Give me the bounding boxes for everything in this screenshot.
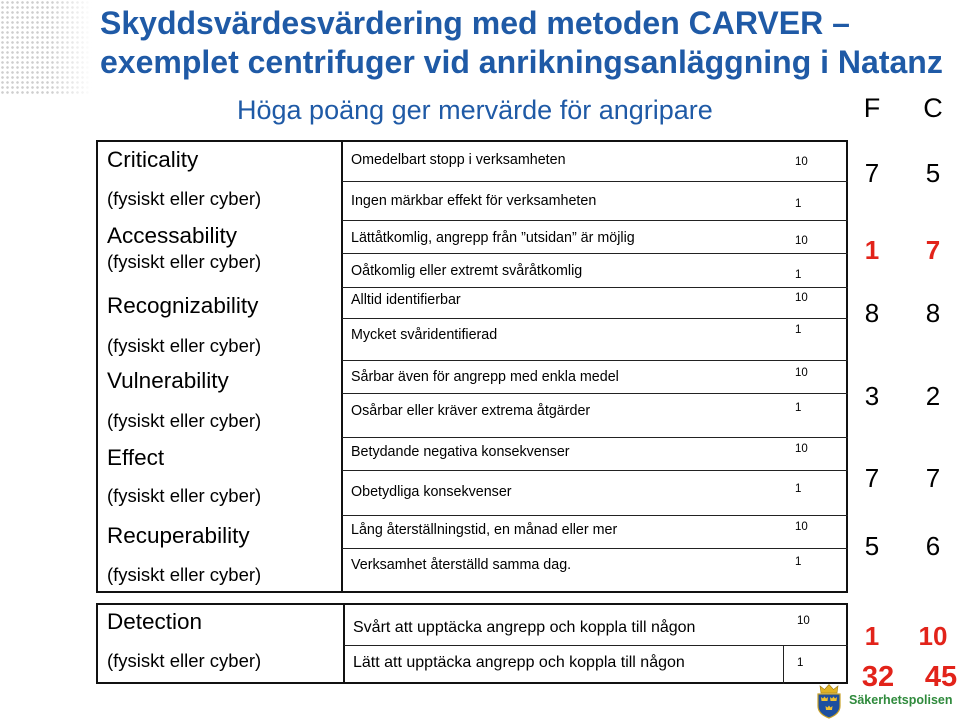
criterion-scope: (fysiskt eller cyber) bbox=[107, 564, 262, 585]
slide-subtitle: Höga poäng ger mervärde för angripare bbox=[237, 95, 713, 125]
column-divider bbox=[343, 603, 345, 684]
option-low-points: 1 bbox=[795, 556, 802, 568]
option-high-text: Svårt att upptäcka angrepp och koppla till någon bbox=[353, 619, 696, 636]
score-c: 10 bbox=[918, 621, 948, 651]
option-high-points: 10 bbox=[795, 443, 808, 455]
score-c: 7 bbox=[925, 235, 941, 265]
option-high-text: Alltid identifierbar bbox=[351, 292, 461, 308]
score-c: 7 bbox=[925, 463, 941, 493]
option-high-text: Sårbar även för angrepp med enkla medel bbox=[351, 369, 619, 385]
slide-title-line-2: exemplet centrifuger vid anrikningsanläggning i Natanz bbox=[100, 44, 943, 80]
criterion-name: Accessability bbox=[107, 223, 238, 248]
score-c: 6 bbox=[925, 531, 941, 561]
row-divider bbox=[342, 548, 848, 549]
option-low-points: 1 bbox=[795, 324, 802, 336]
column-divider bbox=[341, 140, 343, 593]
score-c: 5 bbox=[925, 158, 941, 188]
criterion-name: Vulnerability bbox=[107, 368, 229, 393]
score-f: 8 bbox=[864, 298, 880, 328]
row-divider bbox=[342, 287, 848, 288]
score-header-c: C bbox=[923, 93, 943, 123]
criterion-name: Recognizability bbox=[107, 293, 259, 318]
points-divider bbox=[783, 645, 784, 684]
slide-title-line-1: Skyddsvärdesvärdering med metoden CARVER – bbox=[100, 5, 850, 41]
row-divider bbox=[342, 515, 848, 516]
logo-wordmark: Säkerhetspolisen bbox=[849, 693, 953, 707]
criterion-scope: (fysiskt eller cyber) bbox=[107, 251, 262, 272]
criterion-scope: (fysiskt eller cyber) bbox=[107, 410, 262, 431]
score-f: 7 bbox=[864, 463, 880, 493]
criterion-scope: (fysiskt eller cyber) bbox=[107, 335, 262, 356]
option-high-text: Betydande negativa konsekvenser bbox=[351, 444, 570, 460]
option-low-text: Mycket svåridentifierad bbox=[351, 327, 498, 343]
option-low-text: Ingen märkbar effekt för verksamheten bbox=[351, 193, 597, 209]
crest-crown bbox=[820, 685, 838, 694]
row-divider bbox=[342, 360, 848, 361]
option-low-text: Obetydliga konsekvenser bbox=[351, 484, 512, 500]
score-header-f: F bbox=[863, 93, 881, 123]
option-low-text: Verksamhet återställd samma dag. bbox=[351, 557, 572, 573]
criterion-scope: (fysiskt eller cyber) bbox=[107, 188, 262, 209]
decorative-dot-pattern bbox=[0, 0, 92, 96]
criterion-scope: (fysiskt eller cyber) bbox=[107, 485, 262, 506]
row-divider bbox=[342, 470, 848, 471]
option-low-text: Osårbar eller kräver extrema åtgärder bbox=[351, 403, 591, 419]
score-f: 1 bbox=[864, 621, 880, 651]
total-f: 32 bbox=[861, 661, 895, 693]
criterion-name: Recuperability bbox=[107, 523, 250, 548]
crest-icon bbox=[812, 683, 846, 719]
option-high-text: Lättåtkomlig, angrepp från ”utsidan” är möjlig bbox=[351, 230, 635, 246]
score-c: 2 bbox=[925, 381, 941, 411]
crest-svg bbox=[812, 683, 846, 719]
option-low-points: 1 bbox=[795, 198, 802, 210]
option-high-points: 10 bbox=[795, 367, 808, 379]
row-divider bbox=[342, 437, 848, 438]
option-low-points: 1 bbox=[795, 483, 802, 495]
option-low-text: Lätt att upptäcka angrepp och koppla till någon bbox=[353, 654, 685, 671]
row-divider bbox=[342, 220, 848, 221]
option-high-text: Omedelbart stopp i verksamheten bbox=[351, 152, 566, 168]
score-f: 7 bbox=[864, 158, 880, 188]
score-f: 1 bbox=[864, 235, 880, 265]
option-low-points: 1 bbox=[795, 269, 802, 281]
criterion-name: Criticality bbox=[107, 147, 199, 172]
row-divider bbox=[342, 318, 848, 319]
row-divider bbox=[342, 181, 848, 182]
criterion-name: Effect bbox=[107, 445, 165, 470]
criterion-scope: (fysiskt eller cyber) bbox=[107, 650, 262, 671]
option-high-points: 10 bbox=[795, 292, 808, 304]
row-divider bbox=[342, 393, 848, 394]
option-low-text: Oåtkomlig eller extremt svåråtkomlig bbox=[351, 263, 583, 279]
option-high-text: Lång återställningstid, en månad eller mer bbox=[351, 522, 618, 538]
score-c: 8 bbox=[925, 298, 941, 328]
score-f: 3 bbox=[864, 381, 880, 411]
option-low-points: 1 bbox=[797, 657, 804, 669]
total-c: 45 bbox=[924, 661, 958, 693]
option-high-points: 10 bbox=[795, 156, 808, 168]
criterion-name: Detection bbox=[107, 609, 203, 634]
row-divider bbox=[344, 645, 848, 646]
option-low-points: 1 bbox=[795, 402, 802, 414]
option-high-points: 10 bbox=[795, 235, 808, 247]
option-high-points: 10 bbox=[797, 615, 810, 627]
score-f: 5 bbox=[864, 531, 880, 561]
row-divider bbox=[342, 253, 848, 254]
option-high-points: 10 bbox=[795, 521, 808, 533]
